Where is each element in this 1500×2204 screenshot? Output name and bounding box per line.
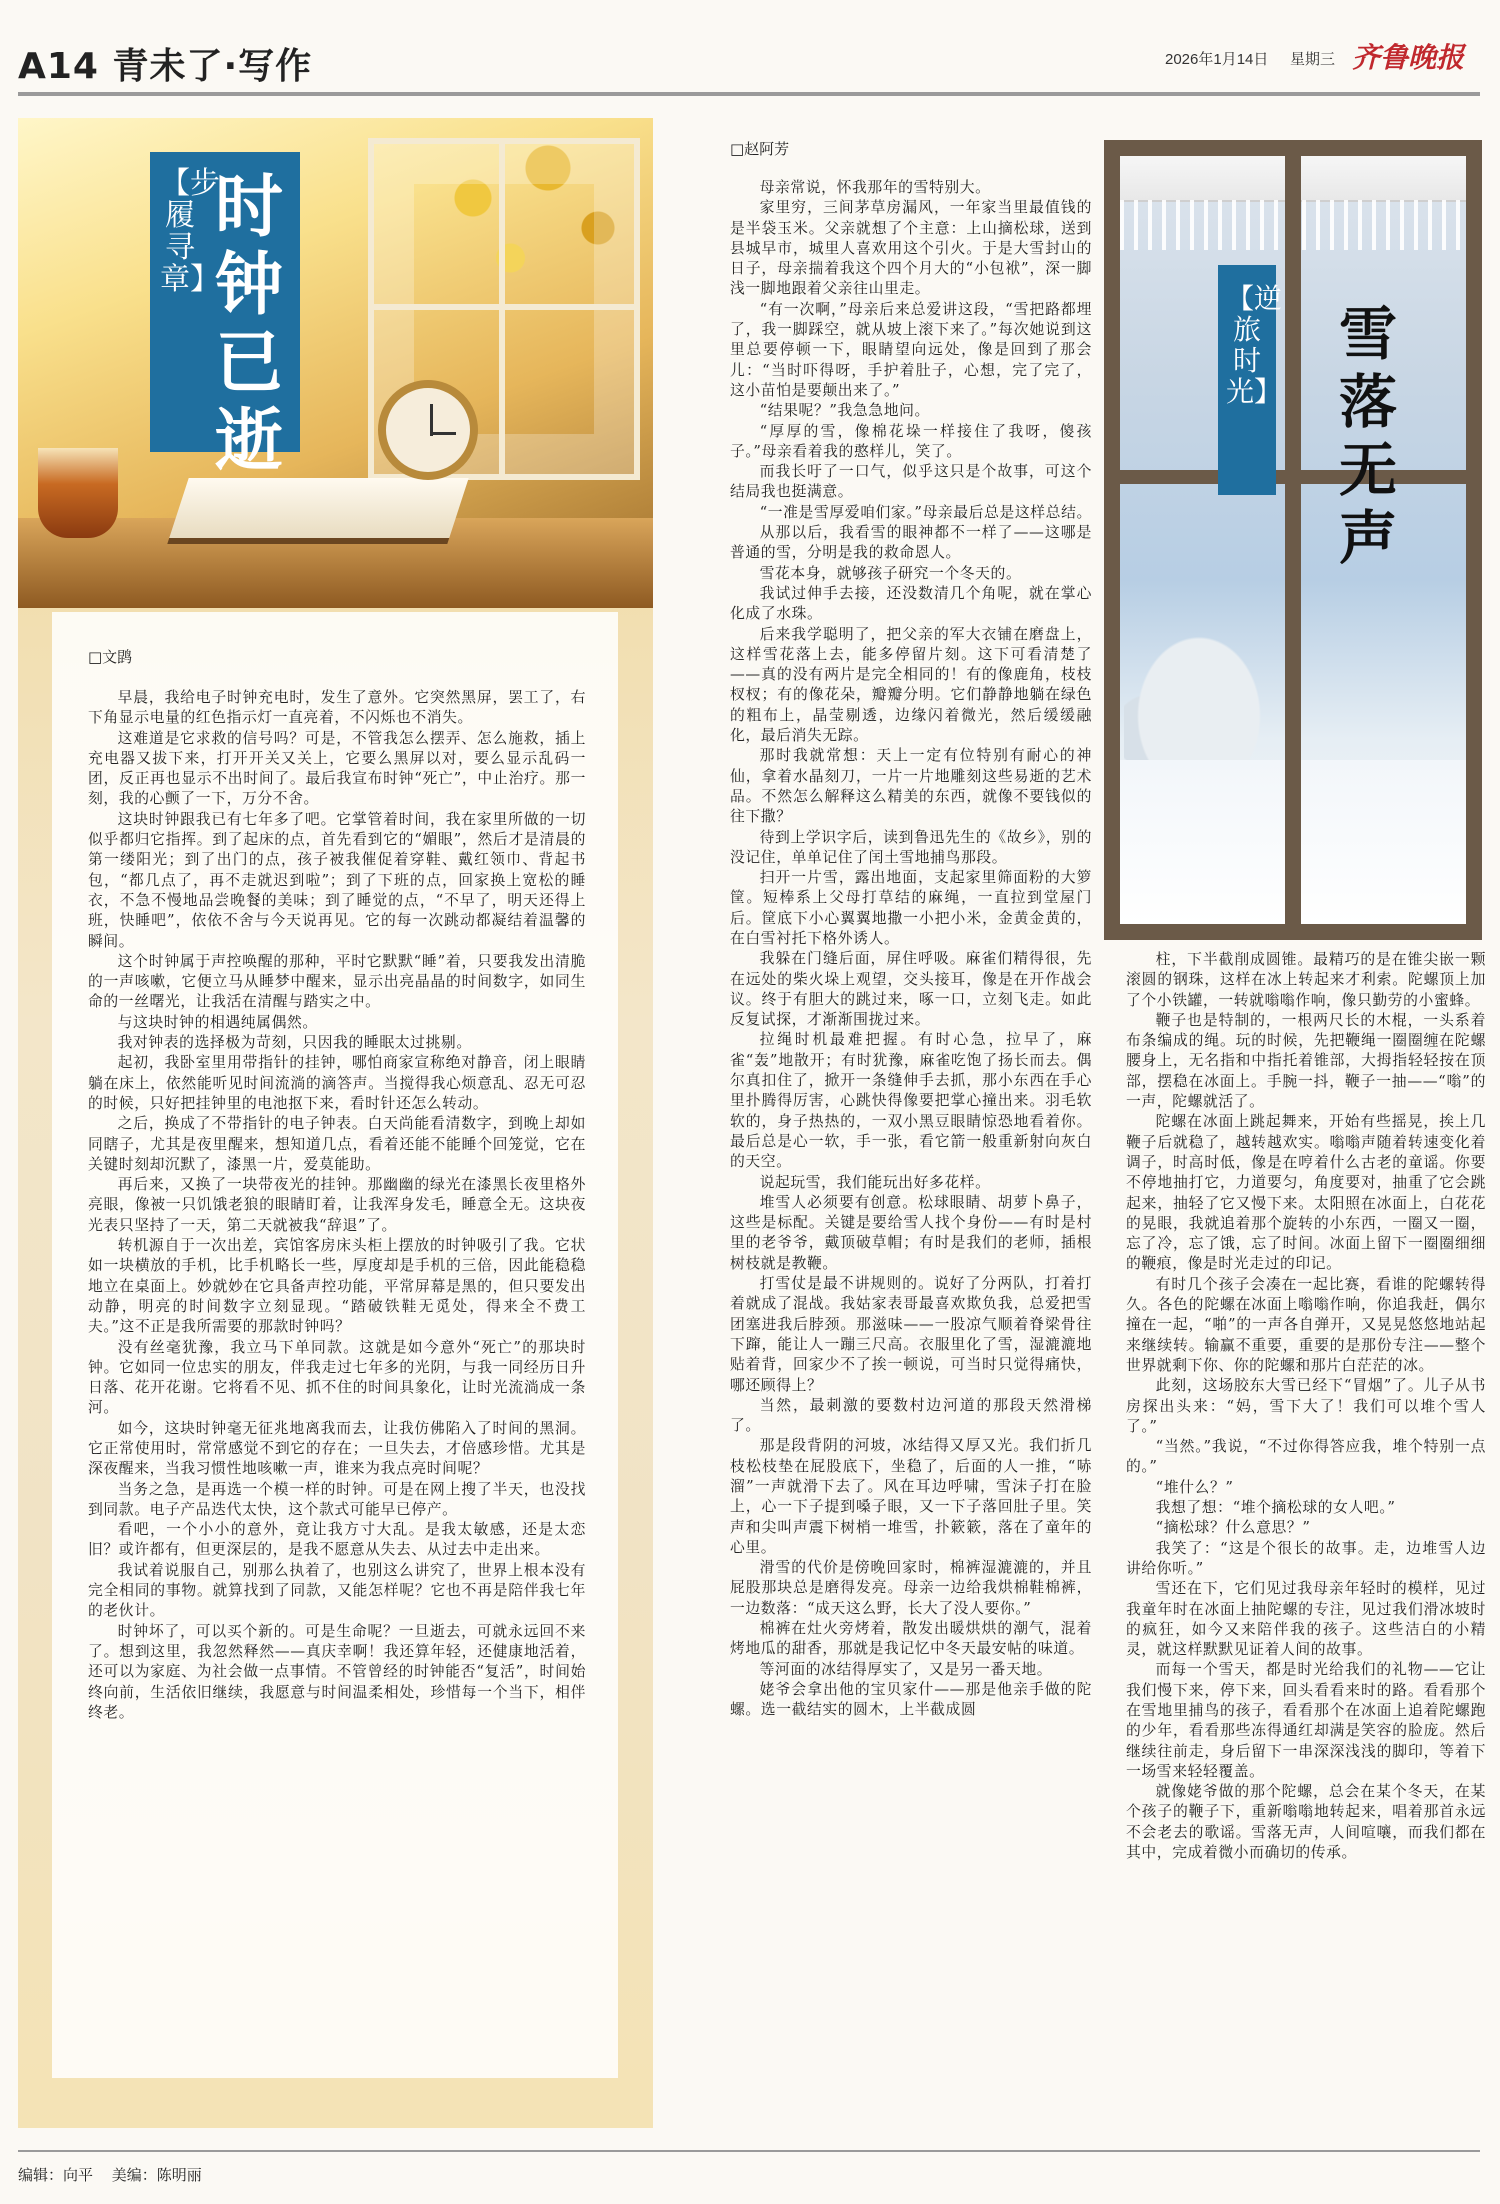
paragraph: 有时几个孩子会凑在一起比赛，看谁的陀螺转得久。各色的陀螺在冰面上嗡嗡作响，你追我赶，偶尔撞在一起，“啪”的一声各自弹开，又晃晃悠悠地站起来继续转。输赢不重要，重要的是那份专注——整个世界就剩下你、你的陀螺和那片白茫茫的冰。 [1126,1275,1486,1374]
paragraph: 我对钟表的选择极为苛刻，只因我的睡眠太过挑剔。 [117,1034,472,1052]
paragraph: 这难道是它求救的信号吗？可是，不管我怎么摆弄、怎么施救，插上充电器又拔下来，打开开关又关上，它要么黑屏以对，要么显示乱码一团，反正再也显示不出时间了。最后我宣布时钟“死亡”，中止治疗。那一刻，我的心颤了一下，万分不舍。 [88,729,586,808]
paragraph: 时钟坏了，可以买个新的。可是生命呢？一旦逝去，可就永远回不来了。想到这里，我忽然释然——真庆幸啊！我还算年轻，还健康地活着，还可以为家庭、为社会做一点事情。不管曾经的时钟能否“复活”，时间始终向前，生活依旧继续，我愿意与时间温柔相处，珍惜每一个当下，相伴终老。 [88,1622,586,1721]
window-frame-illustration [1104,140,1482,940]
right-article-title: 雪落无声 [1338,300,1397,572]
paragraph: 鞭子也是特制的，一根两尺长的木棍，一头系着布条编成的绳。玩的时候，先把鞭绳一圈圈缠在陀螺腰身上，无名指和中指托着锥部，大拇指轻轻按在顶部，摆稳在冰面上。手腕一抖，鞭子一抽——“嗡”的一声，陀螺就活了。 [1126,1011,1486,1111]
paragraph: 家里穷，三间茅草房漏风，一年家当里最值钱的是半袋玉米。父亲就想了个主意：上山摘松球，送到县城早市，城里人喜欢用这个引火。于是大雪封山的日子，母亲揣着我这个四个月大的“小包袱”，深一脚浅一脚地跟着父亲往山里走。 [730,199,1092,298]
paragraph: 与这块时钟的相遇纯属偶然。 [117,1013,318,1031]
paragraph: 我躲在门缝后面，屏住呼吸。麻雀们精得很，先在远处的柴火垛上观望，交头接耳，像是在开作战会议。终于有胆大的跳过来，啄一口，立刻飞走。如此反复试探，才渐渐围拢过来。 [730,950,1092,1029]
editor-credit: 编辑：向平 [18,2166,94,2184]
paragraph: 那是段背阴的河坡，冰结得又厚又光。我们折几枝松枝垫在屁股底下，坐稳了，后面的人一推，“哧溜”一声就滑下去了。风在耳边呼啸，雪沫子打在脸上，心一下子提到嗓子眼，又一下子落回肚子里。笑声和尖叫声震下树梢一堆雪，扑簌簌，落在了童年的心里。 [730,1437,1092,1556]
paragraph: 滑雪的代价是傍晚回家时，棉裤湿漉漉的，并且屁股那块总是磨得发亮。母亲一边给我烘棉鞋棉裤，一边数落：“成天这么野，长大了没人要你。” [730,1559,1092,1617]
paragraph: 此刻，这场胶东大雪已经下“冒烟”了。儿子从书房探出头来：“妈，雪下大了！我们可以堆个雪人了。” [1126,1377,1486,1435]
paragraph: 起初，我卧室里用带指针的挂钟，哪怕商家宣称绝对静音，闭上眼睛躺在床上，依然能听见时间流淌的滴答声。当搅得我心烦意乱、忍无可忍的时候，只好把挂钟里的电池抠下来，看时针还怎么转动。 [88,1054,586,1112]
paragraph: 雪还在下，它们见过我母亲年轻时的模样，见过我童年时在冰面上抽陀螺的专注，见过我们滑冰坡时的疯狂，如今又来陪伴我的孩子。这些洁白的小精灵，就这样默默见证着人间的故事。 [1126,1580,1486,1659]
paragraph: 说起玩雪，我们能玩出好多花样。 [759,1173,991,1191]
paragraph: 雪花本身，就够孩子研究一个冬天的。 [759,564,1022,582]
paragraph: 之后，换成了不带指针的电子钟表。白天尚能看清数字，到晚上却如同瞎子，尤其是夜里醒来，想知道几点，看着还能不能睡个回笼觉，它在关键时刻却沉默了，漆黑一片，爱莫能助。 [88,1115,586,1173]
designer-credit: 美编：陈明丽 [111,2166,202,2184]
paragraph: “厚厚的雪，像棉花垛一样接住了我呀，傻孩子。”母亲看着我的憨样儿，笑了。 [730,422,1092,460]
alarm-clock-icon [378,380,478,480]
left-article-byline: □文鹍 [88,648,133,666]
paragraph: 我试过伸手去接，还没数清几个角呢，就在掌心化成了水珠。 [730,584,1092,623]
paragraph: 我想了想：“堆个摘松球的女人吧。” [1155,1499,1396,1517]
right-column-tag: 【逆旅时光】 [1226,282,1283,408]
paragraph: “当然。”我说，“不过你得答应我，堆个特别一点的。” [1126,1438,1486,1476]
paragraph: 而我长吁了一口气，似乎这只是个故事，可这个结局我也挺满意。 [730,463,1092,501]
left-article-body [88,688,586,1723]
issue-weekday: 星期三 [1290,51,1336,68]
right-article-byline: □赵阿芳 [730,140,790,158]
paragraph: 扫开一片雪，露出地面，支起家里筛面粉的大箩筐。短棒系上父母打草结的麻绳，一直拉到堂屋门后。筐底下小心翼翼地撒一小把小米，金黄金黄的，在白雪衬托下格外诱人。 [730,869,1092,947]
paragraph: 当务之急，是再选一个模一样的时钟。可是在网上搜了半天，也没找到同款。电子产品迭代太快，这个款式可能早已停产。 [88,1480,586,1518]
paragraph: 如今，这块时钟毫无征兆地离我而去，让我仿佛陷入了时间的黑洞。它正常使用时，常常感觉不到它的存在；一旦失去，才倍感珍惜。尤其是深夜醒来，当我习惯性地咳嗽一声，谁来为我点亮时间呢？ [88,1419,586,1478]
paragraph: 待到上学识字后，读到鲁迅先生的《故乡》，别的没记住，单单记住了闰土雪地捕鸟那段。 [730,828,1092,866]
paragraph: 那时我就常想：天上一定有位特别有耐心的神仙，拿着水晶刻刀，一片一片地雕刻这些易逝的艺术品。不然怎么解释这么精美的东西，就像不要钱似的往下撒？ [730,747,1092,826]
left-article-title: 时钟已逝 [214,167,283,481]
paragraph: 打雪仗是最不讲规则的。说好了分两队，打着打着就成了混战。我姑家表哥最喜欢欺负我，总爱把雪团塞进我后脖颈。那滋味——一股凉气顺着脊梁骨往下蹿，能让人一蹦三尺高。衣服里化了雪，湿漉漉地贴着背，回家少不了挨一顿说，可当时只觉得痛快，哪还顾得上？ [730,1275,1092,1394]
paragraph: 陀螺在冰面上跳起舞来，开始有些摇晃，挨上几鞭子后就稳了，越转越欢实。嗡嗡声随着转速变化着调子，时高时低，像是在哼着什么古老的童谣。你要不停地抽打它，力道要匀，角度要对，抽重了它会跳起来，抽轻了它又慢下来。太阳照在冰面上，白花花的晃眼，我就追着那个旋转的小东西，一圈又一圈，忘了冷，忘了饿，忘了时间。冰面上留下一圈圈细细的鞭痕，像是时光走过的印记。 [1126,1113,1486,1273]
paragraph: 看吧，一个小小的意外，竟让我方寸大乱。是我太敏感，还是太恋旧？或许都有，但更深层的，是我不愿意从失去、从过去中走出来。 [88,1521,586,1559]
paragraph: 棉裤在灶火旁烤着，散发出暖烘烘的潮气，混着烤地瓜的甜香，那就是我记忆中冬天最安帖的味道。 [730,1620,1092,1658]
paragraph: 转机源自于一次出差，宾馆客房床头柜上摆放的时钟吸引了我。它状如一块横放的手机，比手机略长一些，厚度却是手机的三倍，因此能稳稳地立在桌面上。妙就妙在它具备声控功能，平常屏幕是黑的，但只要发出动静，明亮的时间数字立刻显现。“踏破铁鞋无觅处，得来全不费工夫。”这不正是我所需要的那款时钟吗？ [88,1237,586,1336]
paragraph: 再后来，又换了一块带夜光的挂钟。那幽幽的绿光在漆黑长夜里格外亮眼，像被一只饥饿老狼的眼睛盯着，让我浑身发毛，睡意全无。这块夜光表只坚持了一天，第二天就被我“辞退”了。 [88,1176,586,1234]
snow-window-photo [1104,140,1482,940]
paragraph: “结果呢？”我急急地问。 [759,402,930,420]
paragraph: 我试着说服自己，别那么执着了，也别这么讲究了，世界上根本没有完全相同的事物。就算找到了同款，又能怎样呢？它也不再是陪伴我七年的老伙计。 [88,1561,586,1620]
right-article-body-column-1 [730,178,1092,1721]
right-article-body-column-2 [1126,950,1486,1863]
paragraph: 拉绳时机最难把握。有时心急，拉早了，麻雀“轰”地散开；有时犹豫，麻雀吃饱了扬长而去。偶尔真扣住了，掀开一条缝伸手去抓，那小东西在手心里扑腾得厉害，心跳快得像要把掌心撞出来。羽毛软软的，身子热热的，一双小黑豆眼睛惊恐地看着你。最后总是心一软，手一张，看它箭一般重新射向灰白的天空。 [730,1031,1092,1171]
paragraph: 等河面的冰结得厚实了，又是另一番天地。 [759,1660,1053,1678]
paragraph: 堆雪人必须要有创意。松球眼睛、胡萝卜鼻子，这些是标配。关键是要给雪人找个身份——有时是村里的老爷爷，戴顶破草帽；有时是我们的老师，插根树枝就是教鞭。 [730,1193,1092,1272]
open-book-illustration [167,478,468,544]
newspaper-logo: 齐鲁晚报 [1352,41,1465,74]
paragraph: 姥爷会拿出他的宝贝家什——那是他亲手做的陀螺。选一截结实的圆木，上半截成圆 [730,1680,1092,1719]
page-header [18,38,312,89]
tea-cup-illustration [38,448,118,538]
paragraph: 从那以后，我看雪的眼神都不一样了——这哪是普通的雪，分明是我的救命恩人。 [730,524,1092,562]
paragraph: “堆什么？” [1155,1478,1234,1496]
paragraph: 早晨，我给电子时钟充电时，发生了意外。它突然黑屏，罢工了，右下角显示电量的红色指示灯一直亮着，不闪烁也不消失。 [88,689,586,727]
clock-window-photo [18,118,653,608]
paragraph: 就像姥爷做的那个陀螺，总会在某个冬天，在某个孩子的鞭子下，重新嗡嗡地转起来，唱着那首永远不会老去的歌谣。雪落无声，人间喧嚷，而我们都在其中，完成着微小而确切的传承。 [1126,1783,1486,1862]
footer-divider [18,2150,1480,2152]
header-divider [18,92,1480,96]
paragraph: 这块时钟跟我已有七年多了吧。它掌管着时间，我在家里所做的一切似乎都归它指挥。到了起床的点，首先看到它的“媚眼”，然后才是清晨的第一缕阳光；到了出门的点，孩子被我催促着穿鞋、戴红领巾、背起书包，“都几点了，再不走就迟到啦”；到了下班的点，回家换上宽松的睡衣，不急不慢地品尝晚餐的美味；到了睡觉的点，“不早了，明天还得上班，快睡吧”，依依不舍与今天说再见。它的每一次跳动都凝结着温馨的瞬间。 [88,810,586,950]
issue-date: 2026年1月14日 [1165,51,1269,68]
paragraph: “摘松球？什么意思？” [1155,1519,1311,1537]
left-column-tag: 【步履寻章】 [160,166,220,297]
paragraph: “一准是雪厚爱咱们家。”母亲最后总是这样总结。 [759,503,1092,521]
paragraph: 母亲常说，怀我那年的雪特别大。 [759,179,991,196]
paragraph: “有一次啊，”母亲后来总爱讲这段，“雪把路都埋了，我一脚踩空，就从坡上滚下来了。”每次她说到这里总要停顿一下，眼睛望向远处，像是回到了那会儿：“当时吓得呀，手护着肚子，心想，完了完了，这小苗怕是要颠出来了。” [730,300,1092,399]
paragraph: 后来我学聪明了，把父亲的军大衣铺在磨盘上，这样雪花落上去，能多停留片刻。这下可看清楚了——真的没有两片是完全相同的！有的像鹿角，枝枝杈杈；有的像花朵，瓣瓣分明。它们静静地躺在绿色的粗布上，晶莹剔透，边缘闪着微光，然后缓缓融化，最后消失无踪。 [730,625,1092,745]
page-footer [18,2164,216,2185]
paragraph: 这个时钟属于声控唤醒的那种，平时它默默“睡”着，只要我发出清脆的一声咳嗽，它便立马从睡梦中醒来，显示出亮晶晶的时间数字，如同生命的一丝曙光，让我活在清醒与踏实之中。 [88,952,586,1011]
paragraph: 我笑了：“这是个很长的故事。走，边堆雪人边讲给你听。” [1126,1539,1486,1577]
paragraph: 柱，下半截削成圆锥。最精巧的是在锥尖嵌一颗滚圆的钢珠，这样在冰上转起来才利索。陀螺顶上加了个小铁罐，一转就嗡嗡作响，像只勤劳的小蜜蜂。 [1126,951,1486,1009]
page-section-title: A14 青未了·写作 [18,46,313,87]
paragraph: 而每一个雪天，都是时光给我们的礼物——它让我们慢下来，停下来，回头看看来时的路。看看那个在雪地里捕鸟的孩子，看看那个在冰面上追着陀螺跑的少年，看看那些冻得通红却满是笑容的脸庞。然后继续往前走，身后留下一串深深浅浅的脚印，等着下一场雪来轻轻覆盖。 [1126,1661,1486,1780]
paragraph: 没有丝毫犹豫，我立马下单同款。这就是如今意外“死亡”的那块时钟。它如同一位忠实的朋友，伴我走过七年多的光阴，与我一同经历日升日落、花开花谢。它将看不见、抓不住的时间具象化，让时光流淌成一条河。 [88,1338,586,1417]
paragraph: 当然，最刺激的要数村边河道的那段天然滑梯了。 [730,1396,1092,1435]
